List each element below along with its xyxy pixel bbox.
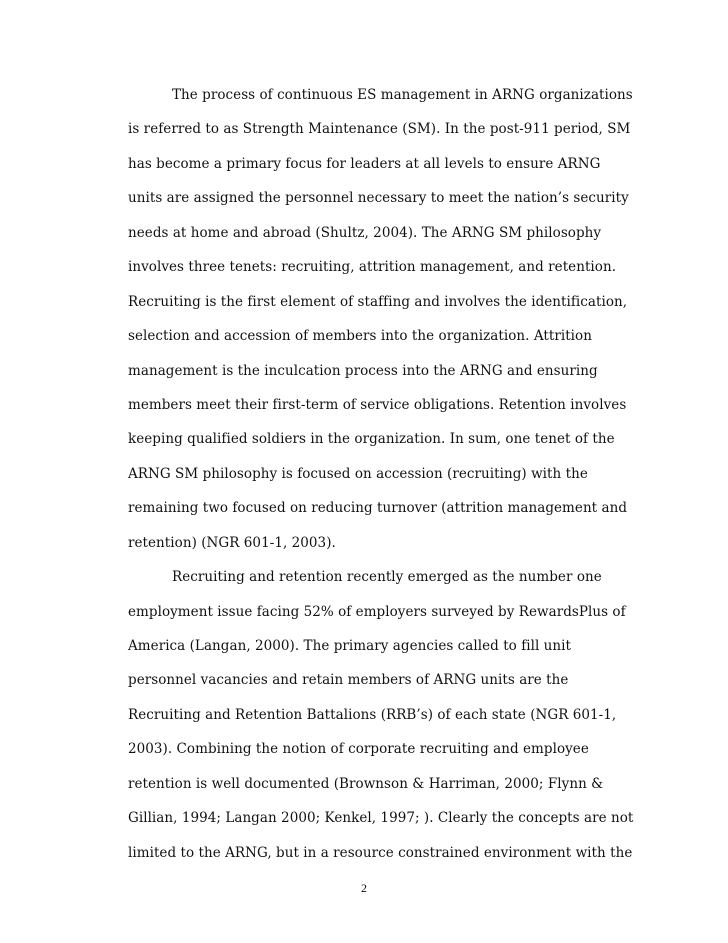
paragraph-1-line-8: selection and accession of members into the organization. Attrition: [128, 328, 592, 345]
paragraph-2-line-9: limited to the ARNG, but in a resource constrained environment with the: [128, 844, 633, 861]
paragraph-1-line-12: ARNG SM philosophy is focused on accession (recruiting) with the: [128, 465, 588, 482]
paragraph-2-line-7: retention is well documented (Brownson & Harriman, 2000; Flynn &: [128, 775, 604, 792]
page-number: 2: [361, 881, 367, 895]
paragraph-1-line-1: The process of continuous ES management in ARNG organizations: [172, 87, 633, 103]
paragraph-2-line-5: Recruiting and Retention Battalions (RRB’s) of each state (NGR 601-1,: [128, 706, 617, 723]
paragraph-2-line-6: 2003). Combining the notion of corporate recruiting and employee: [128, 741, 589, 758]
paragraph-2-line-1: Recruiting and retention recently emerged as the number one: [172, 569, 602, 586]
paragraph-1-line-14: retention) (NGR 601-1, 2003).: [128, 534, 336, 551]
paragraph-2-line-2: employment issue facing 52% of employers surveyed by RewardsPlus of: [128, 603, 626, 620]
paragraph-1-line-13: remaining two focused on reducing turnover (attrition management and: [128, 500, 628, 517]
paragraph-1-line-7: Recruiting is the first element of staffing and involves the identification,: [128, 293, 628, 310]
paragraph-2-line-4: personnel vacancies and retain members of ARNG units are the: [128, 672, 569, 689]
paragraph-1-line-4: units are assigned the personnel necessary to meet the nation’s security: [128, 190, 629, 207]
paragraph-2-line-8: Gillian, 1994; Langan 2000; Kenkel, 1997; ). Clearly the concepts are not: [128, 810, 634, 827]
body-text: [128, 85, 648, 877]
paragraph-1-line-6: involves three tenets: recruiting, attrition management, and retention.: [128, 259, 617, 276]
paragraph-1-line-11: keeping qualified soldiers in the organization. In sum, one tenet of the: [128, 431, 615, 448]
paragraph-1-line-3: has become a primary focus for leaders at all levels to ensure ARNG: [128, 155, 601, 172]
paragraph-2-line-3: America (Langan, 2000). The primary agencies called to fill unit: [128, 638, 572, 654]
paragraph-1-line-2: is referred to as Strength Maintenance (SM). In the post-911 period, SM: [128, 121, 631, 138]
paragraph-1-line-5: needs at home and abroad (Shultz, 2004). The ARNG SM philosophy: [128, 224, 602, 241]
paragraph-1-line-9: management is the inculcation process into the ARNG and ensuring: [128, 362, 598, 379]
paragraph-1-line-10: members meet their first-term of service obligations. Retention involves: [128, 396, 627, 413]
